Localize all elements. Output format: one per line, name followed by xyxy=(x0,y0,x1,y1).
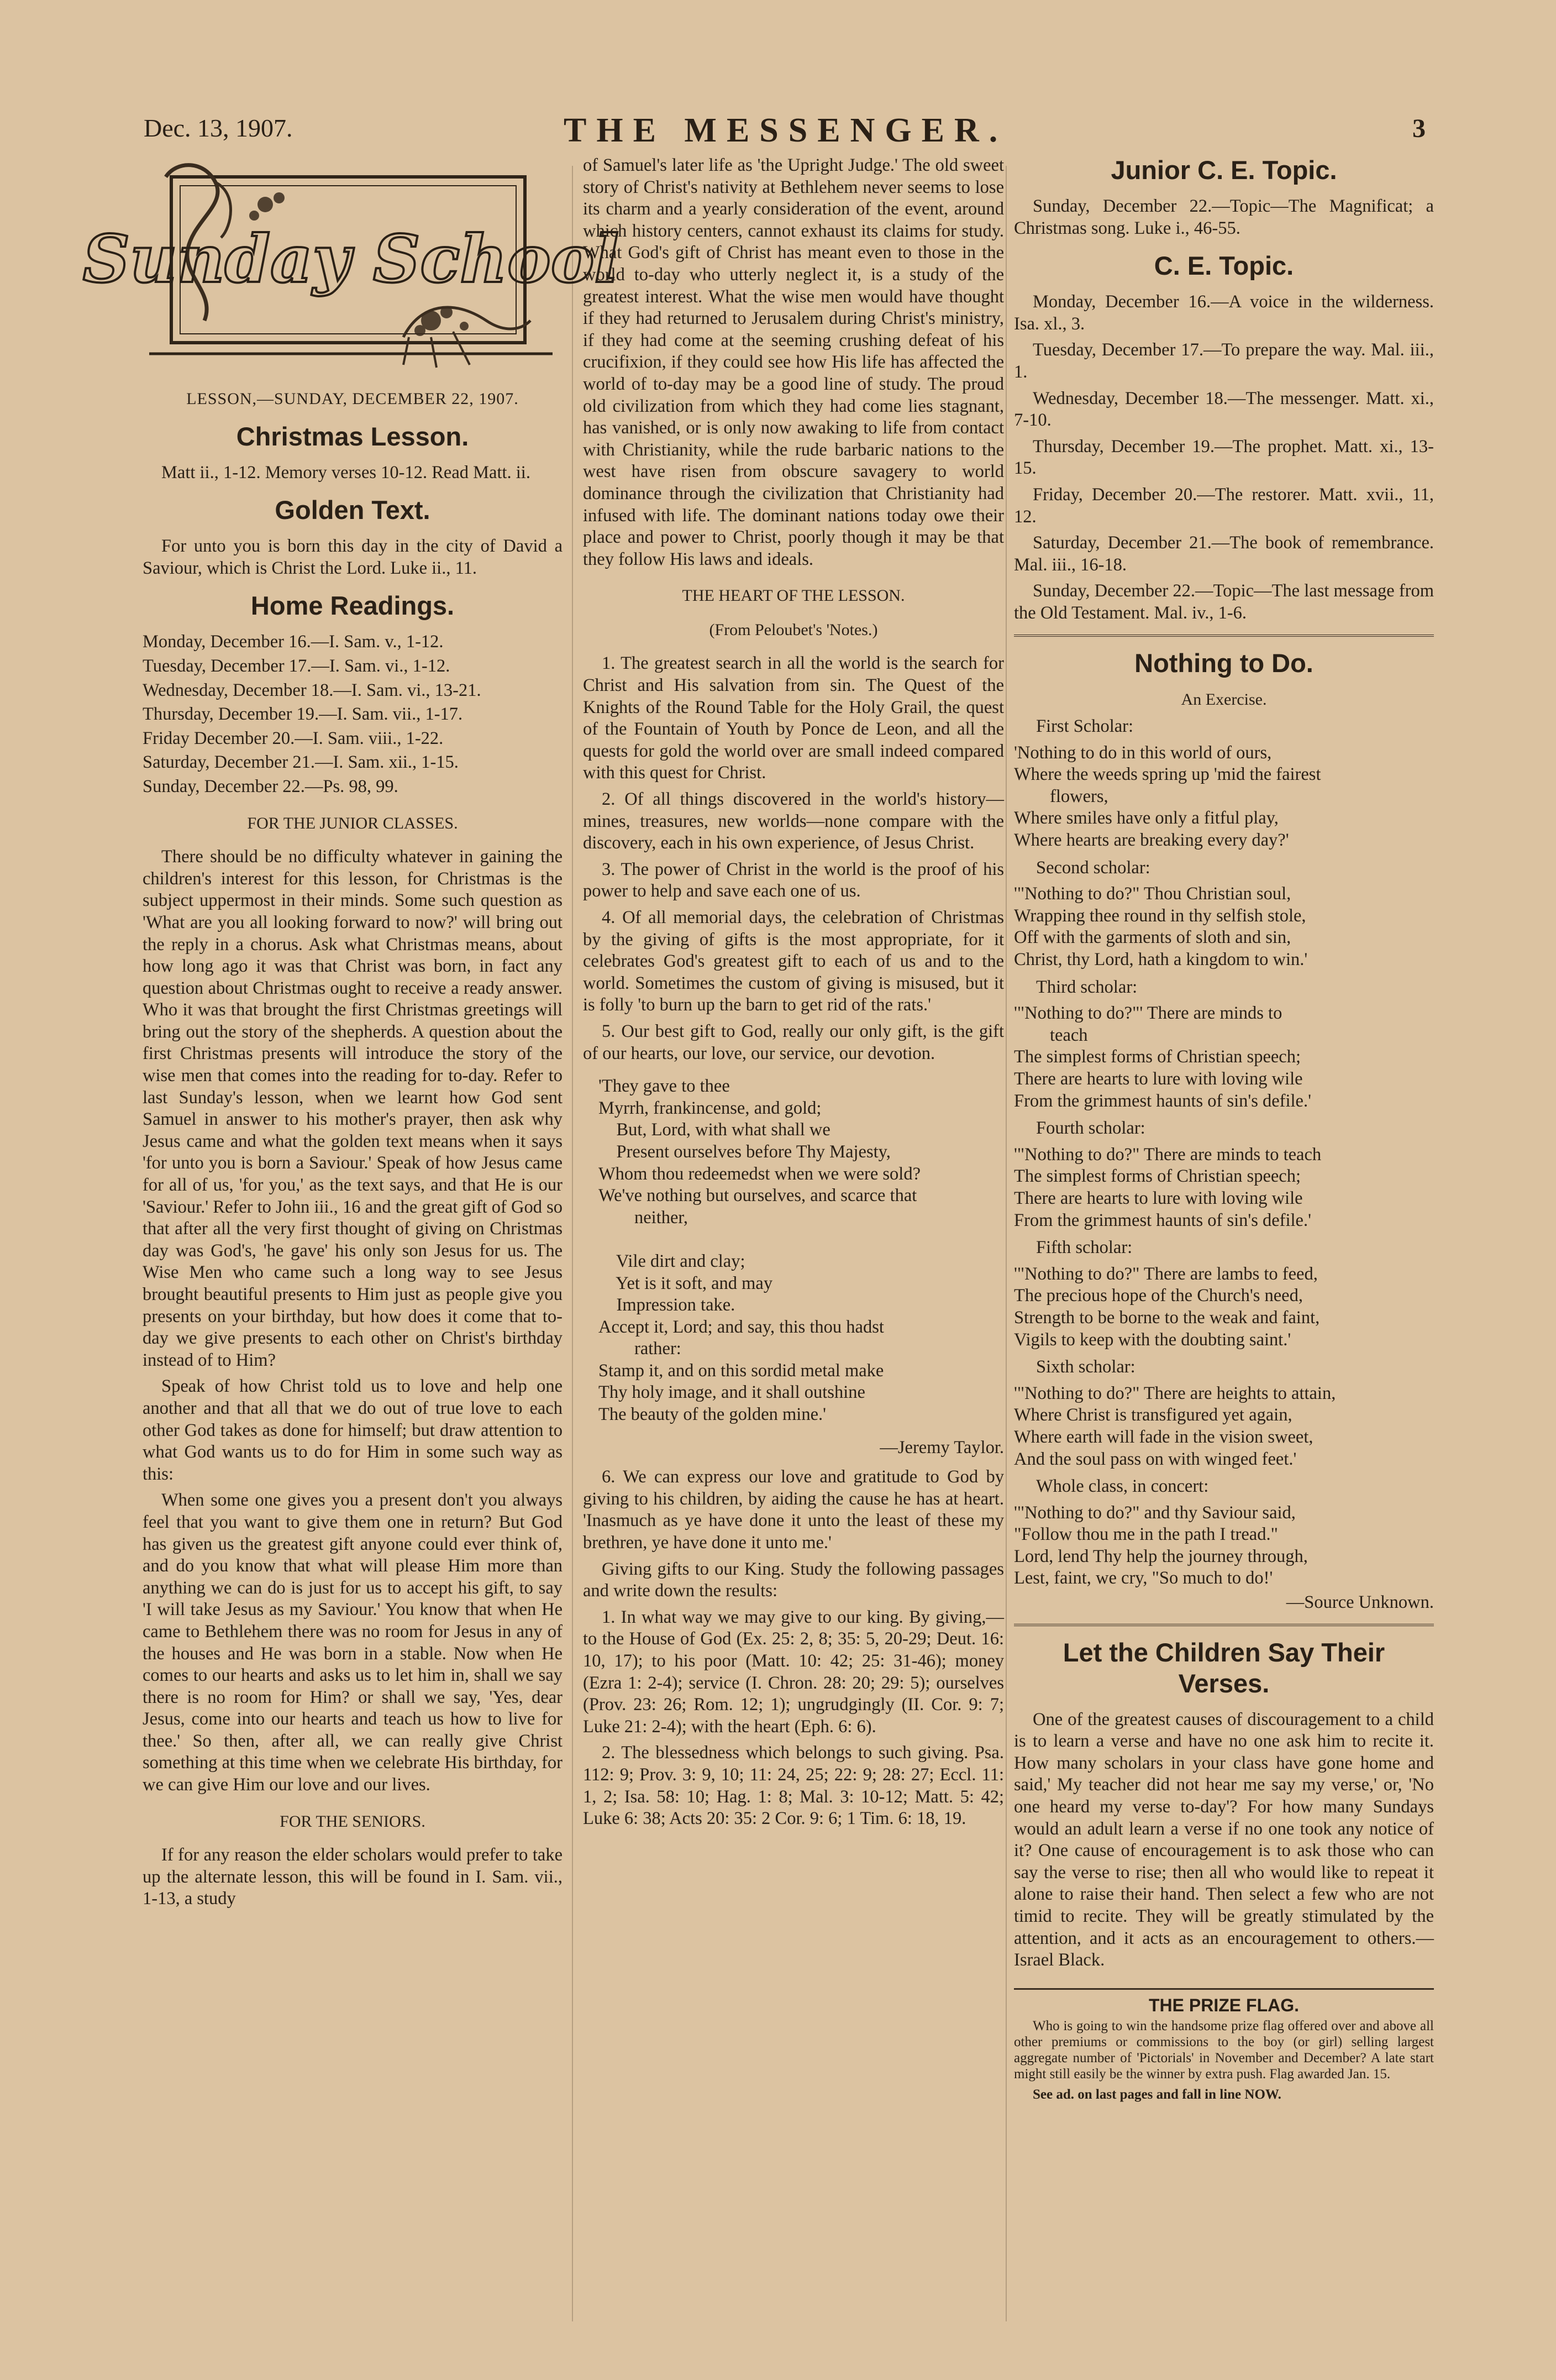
poem-line: neither, xyxy=(598,1207,688,1228)
ce-topic-list xyxy=(1014,291,1434,624)
ce-topic-item: Saturday, December 21.—The book of remembrance. Mal. iii., 16-18. xyxy=(1014,533,1434,575)
sunday-school-logo-image xyxy=(82,155,619,376)
scholar-verse xyxy=(1014,1264,1434,1351)
poem-line: We've nothing but ourselves, and scarce that xyxy=(598,1186,917,1206)
verse-line: Lest, faint, we cry, "So much to do!' xyxy=(1014,1568,1273,1589)
taylor-poem xyxy=(598,1076,1004,1426)
verse-line: "Follow thou me in the path I tread." xyxy=(1014,1524,1278,1545)
poem-line: rather: xyxy=(598,1339,681,1359)
verse-source: —Source Unknown. xyxy=(1286,1592,1434,1613)
verse-line: From the grimmest haunts of sin's defile.' xyxy=(1014,1091,1311,1111)
seniors-paragraph: If for any reason the elder scholars would prefer to take up the alternate lesson, this will be found in I. Sam. vii., 1-13, a study xyxy=(143,1845,563,1909)
poem-line xyxy=(598,1229,1004,1251)
junior-classes-heading: FOR THE JUNIOR CLASSES. xyxy=(247,814,458,832)
verse-line: Where the weeds spring up 'mid the fairest xyxy=(1014,764,1321,785)
home-readings-heading: Home Readings. xyxy=(250,591,455,621)
verse-line: And the soul pass on with winged feet.' xyxy=(1014,1449,1297,1469)
verse-line: There are hearts to lure with loving wile xyxy=(1014,1069,1303,1089)
golden-text-heading: Golden Text. xyxy=(275,495,430,525)
verse-line: '"Nothing to do?" There are minds to teach xyxy=(1014,1144,1322,1165)
lesson-reference: Matt ii., 1-12. Memory verses 10-12. Read Matt. ii. xyxy=(161,462,530,483)
ce-topic-heading: C. E. Topic. xyxy=(1154,251,1294,281)
verse-line: Where smiles have only a fitful play, xyxy=(1014,808,1279,829)
reading-item: Monday, December 16.—I. Sam. v., 1-12. xyxy=(143,632,444,652)
page-header xyxy=(133,113,1437,158)
nothing-to-do-heading: Nothing to Do. xyxy=(1134,648,1313,678)
verse-line: '"Nothing to do?"' There are minds to xyxy=(1014,1003,1282,1024)
golden-text: For unto you is born this day in the city of David a Saviour, which is Christ the Lord. Luke ii., 11. xyxy=(143,536,563,578)
giving-intro: Giving gifts to our King. Study the following passages and write down the results: xyxy=(583,1559,1004,1601)
verse-line: teach xyxy=(1014,1025,1088,1045)
verse-line: flowers, xyxy=(1014,786,1108,806)
junior-paragraph: There should be no difficulty whatever in gaining the children's interest for this lesson, for Christmas is the subject uppermost in their minds. Some such question as 'What are you all looking forward to now?' will bring out the reply in a chorus. Ask what Christmas means, about how long ago it was that Christ was born, in fact any question about Christmas ought to receive a ready answer. Who it was that brought the first Christmas greetings will bring out the story of the shepherds. A question about the first Christmas presents will introduce the story of the wise men that comes into the reading for to-day. Refer to last Sunday's lesson, when we learnt how God sent Samuel in answer to his mother's prayer, then ask why Jesus came and what the golden text means when it says 'for unto you is born a Saviour.' Speak of how Jesus came for all of us, 'for you,' as the text says, and that He is our 'Saviour.' Refer to John iii., 16 and the great gift of God so that after all the very first thought of giving on Christmas day was God's, 'he gave' his only son Jesus for us. The Wise Men who came such a long way to see Jesus brought beautiful presents to Him just as people give you presents on your birthday, but how does it come that to-day we give presents to each other on Christ's birthday instead of to Him? xyxy=(143,847,563,1370)
lesson-continued-paragraph: of Samuel's later life as 'the Upright Judge.' The old sweet story of Christ's nativity at Bethlehem never seems to lose its charm and a yearly consideration of the event, around which history centers, cannot exhaust its claims for study. What God's gift of Christ has meant even to those in the world to-day who utterly neglect it, is a study of the greatest interest. What the wise men would have thought if they had returned to Jerusalem during Christ's ministry, if they had come at the seeming crushing defeat of his crucifixion, if they could see how His life has affected the world of to-day may be a good line of study. The proud old civilization from which they had come lies stagnant, has vanished, or is only now awaking to life from contact with Christianity, while the rude barbaric nations to the west have risen from obscure savagery to world dominance through the civilization that Christianity had infused with life. The dominant nations today owe their place and power to Christ, poorly though it may be that they follow His laws and ideals. xyxy=(583,155,1004,569)
poem-line: Whom thou redeemedst when we were sold? xyxy=(598,1163,921,1184)
verse-line: The precious hope of the Church's need, xyxy=(1014,1286,1303,1306)
heart-point: 4. Of all memorial days, the celebration of Christmas by the giving of gifts is the most appropriate, for it celebrates God's greatest gift to each of us and to the world. Sometimes the custom of giving is misused, but it is folly 'to burn up the barn to get rid of the rats.' xyxy=(583,908,1004,1015)
heart-source: (From Peloubet's 'Notes.) xyxy=(709,620,878,639)
scholar-verse xyxy=(1014,1144,1434,1231)
ce-topic-item: Thursday, December 19.—The prophet. Matt. xi., 13-15. xyxy=(1014,436,1434,479)
poem-line: Vile dirt and clay; xyxy=(598,1251,745,1271)
verse-line: There are hearts to lure with loving wile xyxy=(1014,1188,1303,1208)
speaker-label: Second scholar: xyxy=(1036,857,1150,878)
section-divider xyxy=(1014,635,1434,637)
reading-item: Saturday, December 21.—I. Sam. xii., 1-15. xyxy=(143,752,459,773)
giving-point: 2. The blessedness which belongs to such giving. Psa. 112: 9; Prov. 3: 9, 10; 11: 24, 25; 22: 9; 28: 27; Eccl. 11: 1, 2; Isa. 58: 10; Hag. 1: 8; Mal. 3: 10-12; Matt. 5: 42; Luke 6: 38; Acts 20: 35: 2 Cor. 9: 6; 1 Tim. 6: 18, 19. xyxy=(583,1743,1004,1829)
speaker-label: Fourth scholar: xyxy=(1036,1118,1145,1139)
heart-point: 3. The power of Christ in the world is the proof of his power to help and save each one of us. xyxy=(583,859,1004,901)
issue-date: Dec. 13, 1907. xyxy=(144,114,293,142)
verse-line: Where Christ is transfigured yet again, xyxy=(1014,1405,1292,1425)
scholar-verse xyxy=(1014,1502,1434,1590)
ce-topic-item: Sunday, December 22.—Topic—The last message from the Old Testament. Mal. iv., 1-6. xyxy=(1014,581,1434,623)
junior-paragraph: Speak of how Christ told us to love and help one another and that all that we do out of true love to each other God takes as done for himself; but draw attention to what God wants us to do for Him in some such way as this: xyxy=(143,1376,563,1484)
svg-text:Sunday School: Sunday School xyxy=(82,221,619,297)
column-divider xyxy=(1006,166,1007,2321)
scholar-verse xyxy=(1014,742,1434,852)
verse-line: The simplest forms of Christian speech; xyxy=(1014,1047,1301,1067)
heart-point: 6. We can express our love and gratitude to God by giving to his children, by aiding the cause he has at heart. 'Inasmuch as ye have done it unto the least of these my brethren, ye have done it unto me.' xyxy=(583,1467,1004,1553)
verse-line: From the grimmest haunts of sin's defile.' xyxy=(1014,1210,1311,1230)
speaker-label: Whole class, in concert: xyxy=(1036,1476,1209,1497)
reading-item: Thursday, December 19.—I. Sam. vii., 1-17. xyxy=(143,704,463,725)
sunday-school-logo xyxy=(82,155,619,376)
children-verses-text: One of the greatest causes of discouragement to a child is to learn a verse and have no one ask him to recite it. How many scholars in your class have gone home and said,' My teacher did not hear me say my verse,' or, 'No one heard my verse to-day'? For how many Sundays would an adult learn a verse if no one took any notice of it? One cause of encouragement is to ask those who can say the verse to rise; then all who would like to repeat it alone to raise their hand. Then select a few who are not timid to recite. They will be greatly stimulated by the attention, and it acts as an encouragement to others.—Israel Black. xyxy=(1014,1709,1434,1970)
poem-line: But, Lord, with what shall we xyxy=(598,1120,830,1140)
column-middle xyxy=(583,155,1004,1834)
verse-line: '"Nothing to do?" Thou Christian soul, xyxy=(1014,884,1291,904)
speaker-label: Sixth scholar: xyxy=(1036,1357,1136,1377)
prize-flag-box xyxy=(1014,1988,1434,2103)
junior-ce-heading: Junior C. E. Topic. xyxy=(1111,155,1337,185)
poem-line: 'They gave to thee xyxy=(598,1076,730,1097)
verse-line: Where hearts are breaking every day?' xyxy=(1014,830,1289,851)
heart-point: 2. Of all things discovered in the world's history—mines, treasures, new worlds—none compare with the discovery, each in his own experience, of Jesus Christ. xyxy=(583,789,1004,853)
poem-line: Present ourselves before Thy Majesty, xyxy=(598,1141,891,1162)
reading-item: Friday December 20.—I. Sam. viii., 1-22. xyxy=(143,728,444,748)
poem-line: Thy holy image, and it shall outshine xyxy=(598,1382,865,1403)
poem-line: Myrrh, frankincense, and gold; xyxy=(598,1098,822,1118)
christmas-lesson-heading: Christmas Lesson. xyxy=(236,421,469,451)
junior-ce-topic: Sunday, December 22.—Topic—The Magnificat; a Christmas song. Luke i., 46-55. xyxy=(1014,196,1434,238)
masthead-title: THE MESSENGER. xyxy=(564,112,1008,149)
column-left xyxy=(82,155,619,1915)
home-readings-list xyxy=(143,631,563,798)
verse-line: Strength to be borne to the weak and faint, xyxy=(1014,1307,1320,1328)
giving-point: 1. In what way we may give to our king. By giving,—to the House of God (Ex. 25: 2, 8; 35: 5, 20-29; Deut. 16: 10, 17); to his poor (Matt. 10: 42; 25: 31-46); money (Ezra 1: 2-4); service (I. Chron. 28: 20; 29: 5); ourselves (Prov. 23: 26; Rom. 12; 1); ungrudgingly (II. Cor. 9: 7; Luke 21: 2-4); with the heart (Eph. 6: 6). xyxy=(583,1607,1004,1737)
prize-flag-heading: THE PRIZE FLAG. xyxy=(1149,1995,1299,2015)
scholar-verse xyxy=(1014,1003,1434,1112)
scholar-verse xyxy=(1014,883,1434,971)
ce-topic-item: Wednesday, December 18.—The messenger. Matt. xi., 7-10. xyxy=(1014,388,1434,431)
children-verses-heading: Let the Children Say Their Verses. xyxy=(1063,1637,1385,1698)
heart-of-lesson-heading: THE HEART OF THE LESSON. xyxy=(682,586,905,605)
verse-line: Christ, thy Lord, hath a kingdom to win.' xyxy=(1014,950,1308,970)
speaker-label: First Scholar: xyxy=(1036,716,1134,737)
reading-item: Tuesday, December 17.—I. Sam. vi., 1-12. xyxy=(143,656,450,676)
verse-line: Vigils to keep with the doubting saint.' xyxy=(1014,1329,1291,1350)
verse-line: 'Nothing to do in this world of ours, xyxy=(1014,742,1272,763)
lesson-date-line: LESSON,—SUNDAY, DECEMBER 22, 1907. xyxy=(186,390,519,408)
verse-line: Off with the garments of sloth and sin, xyxy=(1014,927,1291,948)
verse-line: '"Nothing to do?" There are lambs to feed, xyxy=(1014,1264,1318,1284)
column-right xyxy=(1014,155,1434,2107)
prize-flag-text: Who is going to win the handsome prize flag offered over and above all other premiums or commissions to the boy (or girl) selling largest aggregate number of 'Pictorials' in November and December? A late start might still easily be the winner by extra push. Flag awarded Jan. 15. xyxy=(1014,2018,1434,2082)
verse-line: Lord, lend Thy help the journey through, xyxy=(1014,1546,1308,1566)
heart-point: 5. Our best gift to God, really our only gift, is the gift of our hearts, our love, our service, our devotion. xyxy=(583,1021,1004,1063)
poem-line: Accept it, Lord; and say, this thou hadst xyxy=(598,1317,884,1337)
speaker-label: Third scholar: xyxy=(1036,977,1138,997)
poem-attribution: —Jeremy Taylor. xyxy=(880,1437,1004,1458)
poem-line: The beauty of the golden mine.' xyxy=(598,1404,826,1425)
heart-point: 1. The greatest search in all the world is the search for Christ and His salvation from sin. The Quest of the Knights of the Round Table for the Holy Grail, the quest of the Fountain of Youth by Ponce de Leon, and all the quests for gold the world over are small indeed compared with this quest for Christ. xyxy=(583,653,1004,783)
ce-topic-item: Tuesday, December 17.—To prepare the way. Mal. iii., 1. xyxy=(1014,340,1434,382)
ce-topic-item: Monday, December 16.—A voice in the wilderness. Isa. xl., 3. xyxy=(1014,292,1434,334)
seniors-heading: FOR THE SENIORS. xyxy=(280,1812,425,1831)
verse-line: Where earth will fade in the vision sweet, xyxy=(1014,1427,1313,1447)
verse-line: Wrapping thee round in thy selfish stole, xyxy=(1014,905,1306,926)
page-number: 3 xyxy=(1412,114,1426,143)
verse-line: '"Nothing to do?" There are heights to attain, xyxy=(1014,1383,1336,1403)
prize-flag-callout: See ad. on last pages and fall in line NOW. xyxy=(1033,2087,1281,2102)
ce-topic-item: Friday, December 20.—The restorer. Matt. xvii., 11, 12. xyxy=(1014,484,1434,527)
exercise-subtitle: An Exercise. xyxy=(1181,690,1267,709)
poem-line: Yet is it soft, and may xyxy=(598,1273,773,1293)
poem-line: Stamp it, and on this sordid metal make xyxy=(598,1360,884,1381)
reading-item: Wednesday, December 18.—I. Sam. vi., 13-21. xyxy=(143,680,481,700)
speaker-label: Fifth scholar: xyxy=(1036,1238,1133,1258)
verse-line: '"Nothing to do?" and thy Saviour said, xyxy=(1014,1502,1296,1523)
column-divider xyxy=(572,166,573,2321)
section-divider xyxy=(1014,1624,1434,1626)
poem-line: Impression take. xyxy=(598,1295,735,1315)
reading-item: Sunday, December 22.—Ps. 98, 99. xyxy=(143,776,398,796)
junior-paragraph: When some one gives you a present don't you always feel that you want to give them one in return? But God has given us the greatest gift anyone could ever think of, and do you know that what will please Him more than anything we can do is just for us to accept his gift, to say 'I will take Jesus as my Saviour.' You know that when He came to Bethlehem there was no room for Jesus in any of the houses and He was born in a stable. Now when He comes to our hearts and asks us to let him in, shall we say there is no room for Him? or shall we say, 'Yes, dear Jesus, come into our hearts and teach us how to live for thee.' So then, after all, we can really give Christ something at this time when we celebrate His birthday, for we can give Him our love and our lives. xyxy=(143,1490,563,1795)
verse-line: The simplest forms of Christian speech; xyxy=(1014,1166,1301,1187)
scholar-verse xyxy=(1014,1383,1434,1470)
